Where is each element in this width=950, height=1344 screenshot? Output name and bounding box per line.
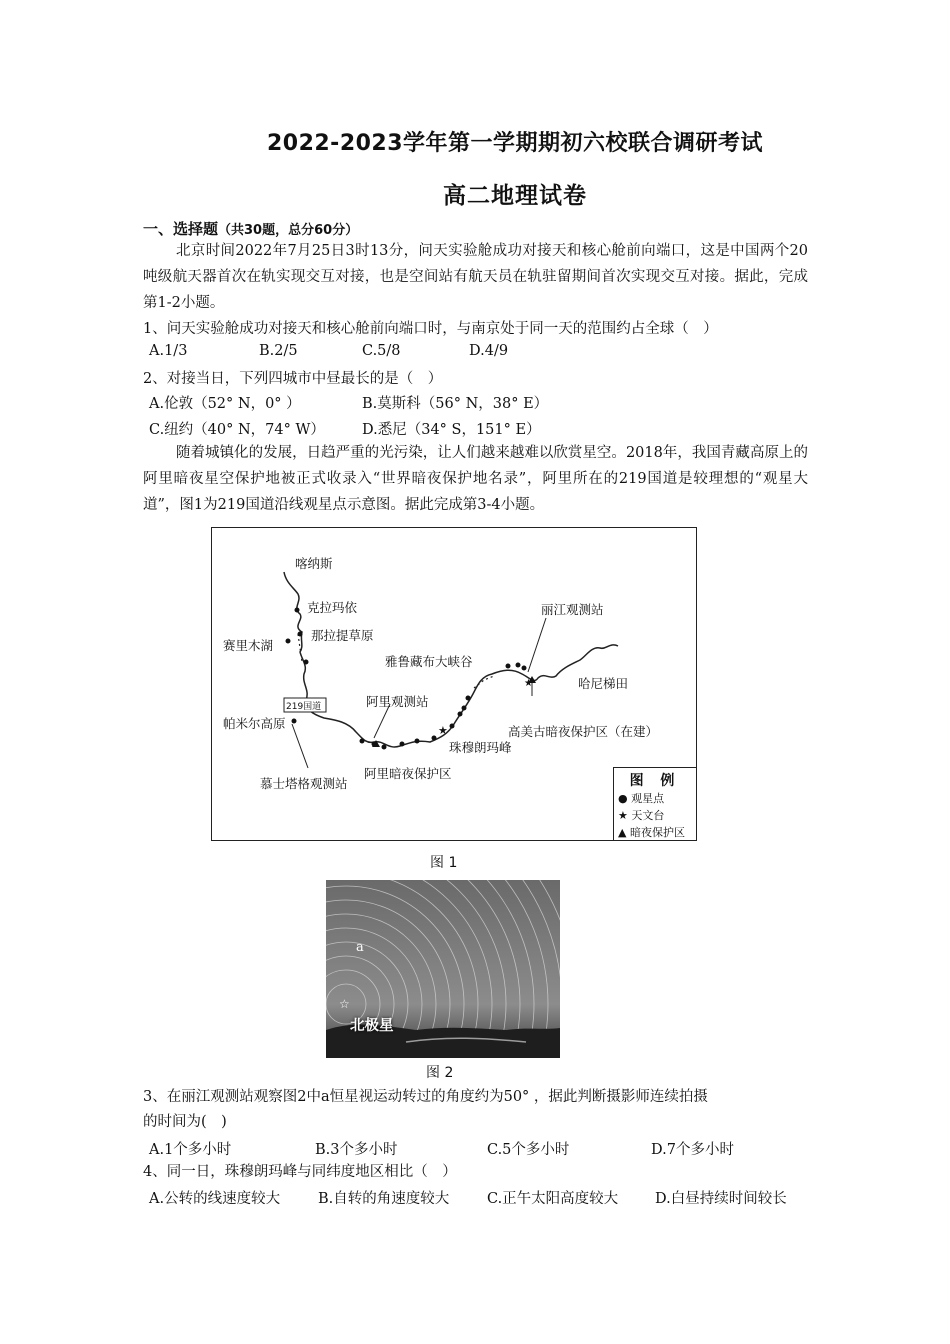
label-everest: 珠穆朗玛峰 (449, 740, 512, 755)
point-ali-7 (450, 724, 455, 729)
label-muztagh: 慕士塔格观测站 (260, 776, 348, 791)
point-ali-10 (466, 696, 471, 701)
point-sailimu (286, 639, 291, 644)
question-3-stem-line2: 的时间为( ) (143, 1114, 227, 1130)
observatory-star-lijiang: ★ (524, 678, 533, 689)
leader-muztagh (292, 724, 308, 768)
q3-option-c: C.5个多小时 (487, 1142, 570, 1158)
polaris-star-icon: ☆ (339, 997, 350, 1011)
point-kelamayi (295, 608, 300, 613)
label-ali-dark: 阿里暗夜保护区 (364, 766, 452, 781)
label-road: 219国道 (286, 702, 322, 712)
exam-subtitle: 高二地理试卷 (443, 183, 587, 209)
figure-1-caption: 图 1 (430, 855, 458, 871)
label-star-a: a (356, 940, 364, 955)
section-name: 一、选择题 (143, 220, 219, 238)
q2-option-c: C.纽约（40° N，74° W） (149, 422, 325, 438)
q1-option-b: B.2/5 (259, 343, 298, 359)
q2-option-d: D.悉尼（34° S，151° E） (362, 422, 541, 438)
point-yarlung-3 (522, 666, 527, 671)
q3-option-a: A.1个多小时 (149, 1142, 232, 1158)
point-yarlung-1 (506, 664, 511, 669)
point-pamir (292, 719, 297, 724)
passage-2: 随着城镇化的发展，日趋严重的光污染，让人们越来越难以欣赏星空。2018年，我国青藏高原上的阿里暗夜星空保护地被正式收录入“世界暗夜保护地名录”，阿里所在的219国道是较理想的“观星大道”，图1为219国道沿线观星点示意图。据此完成第3-4小题。 (143, 445, 808, 513)
figure-2-photo (326, 880, 560, 1058)
legend-item-observatory: ★ 天文台 (618, 809, 665, 822)
q3-option-b: B.3个多小时 (315, 1142, 398, 1158)
point-extra (304, 660, 309, 665)
q4-option-c: C.正午太阳高度较大 (487, 1191, 619, 1207)
point-ali-4 (400, 742, 405, 747)
label-kelamayi: 克拉玛依 (307, 600, 358, 615)
point-ali-3 (382, 745, 387, 750)
observatory-star-everest: ★ (438, 724, 448, 737)
question-3-stem-line1: 3、在丽江观测站观察图2中a恒星视运动转过的角度约为50° ，据此判断摄影师连续拍摄 (143, 1089, 708, 1105)
point-ali-1 (360, 739, 365, 744)
label-hani: 哈尼梯田 (578, 676, 629, 691)
label-kashgar: 喀纳斯 (295, 556, 333, 571)
point-ali-6 (432, 736, 437, 741)
exam-title: 2022-2023学年第一学期期初六校联合调研考试 (266, 131, 764, 156)
point-nalati (298, 632, 303, 637)
point-ali-8 (458, 712, 463, 717)
legend-title: 图 例 (629, 773, 681, 789)
q1-option-a: A.1/3 (149, 343, 188, 359)
point-ali-5 (415, 739, 420, 744)
passage-1: 北京时间2022年7月25日3时13分，问天实验舱成功对接天和核心舱前向端口，这是中国两个20吨级航天器首次在轨实现交互对接，也是空间站有航天员在轨驻留期间首次实现交互对接。据此，完成第1-2小题。 (143, 243, 808, 311)
q4-option-a: A.公转的线速度较大 (149, 1191, 281, 1207)
q4-option-b: B.自转的角速度较大 (318, 1191, 450, 1207)
label-pamir: 帕米尔高原 (223, 716, 286, 731)
map-legend (613, 767, 697, 841)
q3-option-d: D.7个多小时 (651, 1142, 734, 1158)
point-yarlung-2 (516, 663, 521, 668)
q1-option-d: D.4/9 (469, 343, 509, 359)
legend-item-point: ● 观星点 (618, 792, 665, 805)
figure-2-caption: 图 2 (426, 1065, 454, 1081)
section-note: （共30题，总分60分） (218, 223, 359, 238)
q2-option-a: A.伦敦（52° N，0° ） (149, 396, 301, 412)
label-lijiang: 丽江观测站 (541, 602, 604, 617)
q1-option-c: C.5/8 (362, 343, 401, 359)
q2-option-b: B.莫斯科（56° N，38° E） (362, 396, 549, 412)
legend-item-dark-sky: ▲ 暗夜保护区 (618, 826, 685, 839)
label-nalati: 那拉提草原 (311, 628, 374, 643)
question-1-stem: 1、问天实验舱成功对接天和核心舱前向端口时，与南京处于同一天的范围约占全球（ ） (143, 321, 718, 337)
point-ali-9 (462, 706, 467, 711)
question-2-stem: 2、对接当日，下列四城市中昼最长的是（ ） (143, 371, 443, 387)
label-ali-obs: 阿里观测站 (366, 694, 429, 709)
section-heading (143, 218, 358, 239)
question-4-stem: 4、同一日，珠穆朗玛峰与同纬度地区相比（ ） (143, 1164, 457, 1180)
figure-1-map (211, 527, 697, 841)
label-polaris: 北极星 (350, 1018, 394, 1034)
label-sailimu: 赛里木湖 (223, 638, 274, 653)
label-yarlung: 雅鲁藏布大峡谷 (385, 654, 473, 669)
label-gaomeigu: 高美古暗夜保护区（在建） (508, 724, 659, 739)
q4-option-d: D.白昼持续时间较长 (655, 1191, 787, 1207)
leader-lijiang (528, 618, 546, 672)
